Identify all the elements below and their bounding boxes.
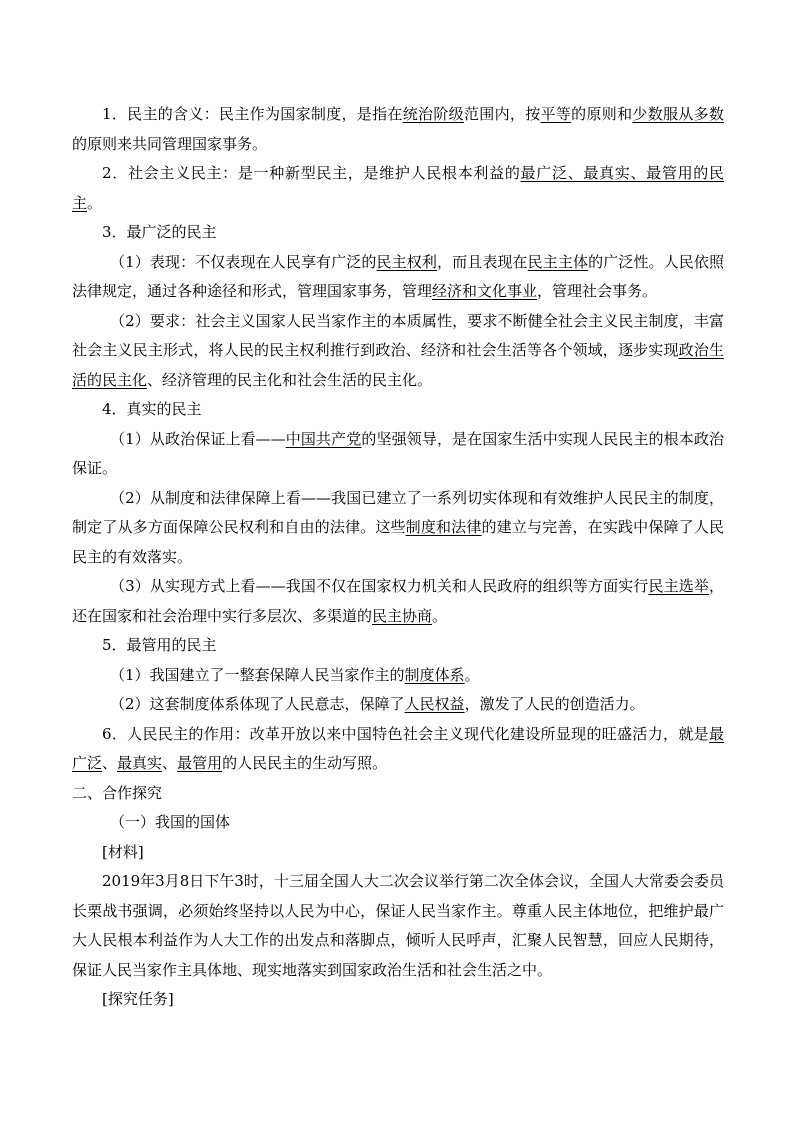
paragraph — [72, 838, 724, 868]
paragraph — [72, 690, 724, 720]
text-run: 的人民民主的生动写照。 — [222, 754, 388, 772]
text-run: ，还在国家和社会治理中实行多层次、多渠道的 — [72, 577, 724, 625]
text-run: （1）我国建立了一整套保障人民当家作主的 — [110, 665, 405, 684]
underlined-term: 民主选举 — [648, 577, 709, 595]
underlined-term: 最广泛 — [72, 724, 724, 772]
text-run: 2．社会主义民主：是一种新型民主，是维护人民根本利益的 — [102, 164, 521, 182]
underlined-term: 民主权利 — [376, 252, 437, 271]
text-run: 、经济管理的民主化和社会生活的民主化。 — [147, 370, 433, 389]
text-run: （一）我国的国体 — [110, 813, 231, 831]
paragraph — [72, 159, 724, 218]
underlined-term: 最广泛、最真实、最管用的民主 — [72, 164, 724, 212]
text-run: 、 — [102, 754, 118, 772]
underlined-term: 人民权益 — [404, 695, 465, 713]
text-run: 范围内，按 — [463, 105, 541, 123]
paragraph — [72, 631, 724, 661]
paragraph — [72, 248, 724, 307]
underlined-term: 制度和法律 — [405, 518, 482, 536]
paragraph — [72, 218, 724, 248]
underlined-term: 政治生活的民主化 — [72, 341, 724, 389]
text-run: ，管理社会事务。 — [537, 282, 658, 300]
text-run: 的原则来共同管理国家事务。 — [72, 134, 268, 153]
paragraph — [72, 985, 724, 1015]
text-run: [探究任务] — [102, 990, 174, 1008]
document-body — [72, 100, 724, 1015]
underlined-term: 民主协商 — [372, 606, 433, 625]
text-run: 的建立与完善，在实践中保障了人民民主的有效落实。 — [72, 518, 724, 566]
paragraph — [72, 395, 724, 425]
text-run: 。 — [87, 193, 103, 212]
text-run: 4．真实的民主 — [102, 400, 202, 418]
text-run: 5．最管用的民主 — [102, 636, 217, 654]
paragraph — [72, 307, 724, 396]
text-run: （1）从政治保证上看—— — [110, 429, 286, 448]
paragraph — [72, 484, 724, 573]
underlined-term: 最管用 — [177, 754, 223, 772]
text-run: （2）从制度和法律保障上看——我国已建立了一系列切实体现和有效维护人民民主的制度，制定了从多方面保障公民权利和自由的法律。这些 — [72, 488, 724, 536]
paragraph — [72, 100, 724, 159]
text-run: 。 — [432, 606, 448, 625]
text-run: 的原则和 — [571, 105, 633, 123]
text-run: ，而且表现在 — [436, 252, 528, 271]
text-run: 的广泛性。人民依照法律规定，通过各种途径和形式，管理国家事务，管理 — [72, 252, 724, 300]
text-run: [材料] — [102, 842, 144, 861]
underlined-term: 民主主体 — [527, 252, 589, 271]
text-run: （2）要求：社会主义国家人民当家作主的本质属性，要求不断健全社会主义民主制度，丰富社会主义民主形式，将人民的民主权利推行到政治、经济和社会生活等各个领域，逐步实现 — [72, 311, 724, 359]
text-run: 、 — [162, 754, 178, 772]
text-run: 3．最广泛的民主 — [102, 223, 217, 241]
underlined-term: 中国共产党 — [285, 429, 362, 448]
text-run: 6．人民民主的作用：改革开放以来中国特色社会主义现代化建设所显现的旺盛活力，就是 — [102, 724, 709, 743]
text-run: 二、合作探究 — [72, 783, 163, 802]
underlined-term: 最真实 — [117, 754, 163, 772]
text-run: 2019年3月8日下午3时，十三届全国人大二次会议举行第二次全体会议，全国人大常委会委员长栗战书强调，必须始终坚持以人民为中心，保证人民当家作主。尊重人民主体地位，把维护最广大人民根本利益作为人大工作的出发点和落脚点，倾听人民呼声，汇聚人民智慧，回应人民期待，保证人民当家作主具体地、现实地落实到国家政治生活和社会生活之中。 — [72, 872, 724, 979]
underlined-term: 经济和文化事业 — [432, 282, 538, 300]
text-run: （2）这套制度体系体现了人民意志，保障了 — [110, 695, 405, 713]
paragraph — [72, 779, 724, 809]
underlined-term: 统治阶级 — [402, 105, 464, 123]
paragraph — [72, 808, 724, 838]
underlined-term: 平等 — [540, 105, 572, 123]
text-run: （3）从实现方式上看——我国不仅在国家权力机关和人民政府的组织等方面实行 — [110, 577, 649, 595]
paragraph — [72, 572, 724, 631]
text-run: ，激发了人民的创造活力。 — [464, 695, 645, 713]
underlined-term: 制度体系 — [404, 665, 465, 684]
paragraph — [72, 867, 724, 985]
text-run: 。 — [464, 665, 480, 684]
paragraph — [72, 720, 724, 779]
text-run: 1．民主的含义：民主作为国家制度，是指在 — [102, 105, 403, 123]
paragraph — [72, 425, 724, 484]
paragraph — [72, 661, 724, 691]
underlined-term: 少数服从多数 — [632, 105, 724, 123]
text-run: （1）表现：不仅表现在人民享有广泛的 — [110, 252, 377, 271]
text-run: 的坚强领导，是在国家生活中实现人民民主的根本政治保证。 — [72, 429, 724, 477]
